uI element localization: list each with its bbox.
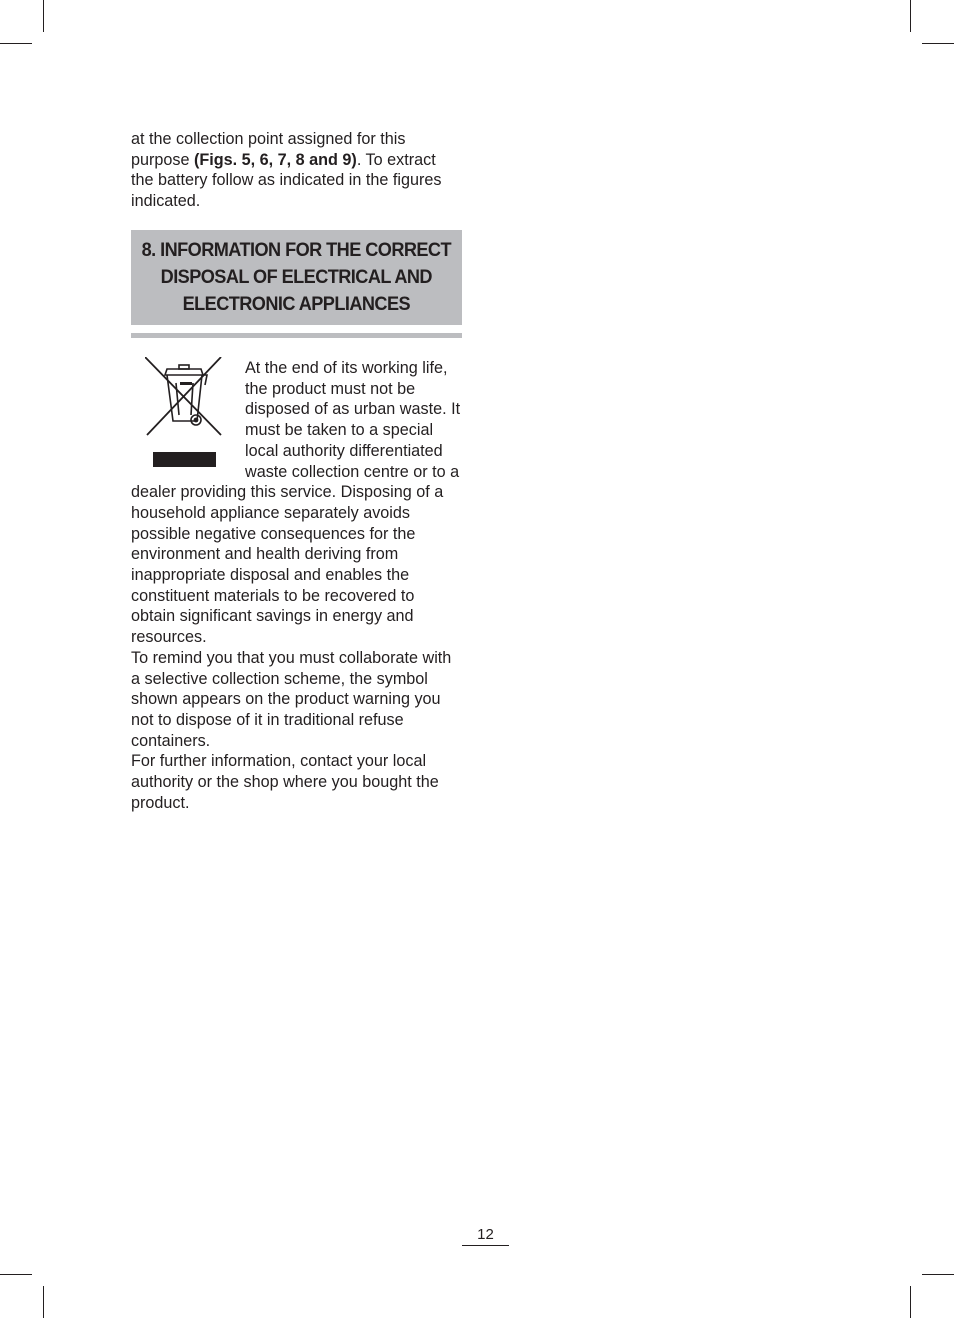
intro-text-before: at the collection point assigned for this purpose <box>131 130 406 169</box>
section-divider <box>131 333 462 338</box>
disposal-paragraph: To remind you that you must collaborate with a selective collection scheme, the symbol shown appears on the product warning you not to dispose of it in traditional refuse containers. <box>131 648 452 750</box>
crop-mark <box>43 0 44 32</box>
crop-mark <box>910 0 911 32</box>
crop-mark <box>43 1286 44 1318</box>
crossed-out-wheelie-bin-icon <box>145 357 225 469</box>
intro-text-after: . To extract the battery follow as indicated in the figures indicated. <box>131 150 442 211</box>
section-heading <box>142 237 451 318</box>
page-number: 12 <box>462 1226 509 1246</box>
crop-mark <box>0 43 32 44</box>
crop-mark <box>910 1286 911 1318</box>
crop-mark <box>922 43 954 44</box>
intro-paragraph <box>131 129 462 212</box>
crop-mark <box>922 1274 954 1275</box>
disposal-paragraph: At the end of its working life, the product must not be disposed of as urban waste. It must be taken to a special local authority differentiated waste collection centre or to a dealer providing this service. Disposing of a household appliance separately avoids possible negative consequences for the environment and health deriving from inappropriate disposal and enables the constituent materials to be recovered to obtain significant savings in energy and resources. <box>131 359 461 647</box>
weee-symbol <box>131 358 245 480</box>
disposal-paragraph: For further information, contact your local authority or the shop where you bought the product. <box>131 752 439 812</box>
section-heading-box <box>131 230 462 325</box>
disposal-section-body <box>131 358 462 813</box>
figure-reference: (Figs. 5, 6, 7, 8 and 9) <box>194 150 357 169</box>
section-heading-line: 8. INFORMATION FOR THE CORRECT <box>141 239 452 261</box>
section-heading-line: DISPOSAL OF ELECTRICAL AND <box>160 266 433 288</box>
crop-mark <box>0 1274 32 1275</box>
section-heading-line: ELECTRONIC APPLIANCES <box>182 293 411 315</box>
